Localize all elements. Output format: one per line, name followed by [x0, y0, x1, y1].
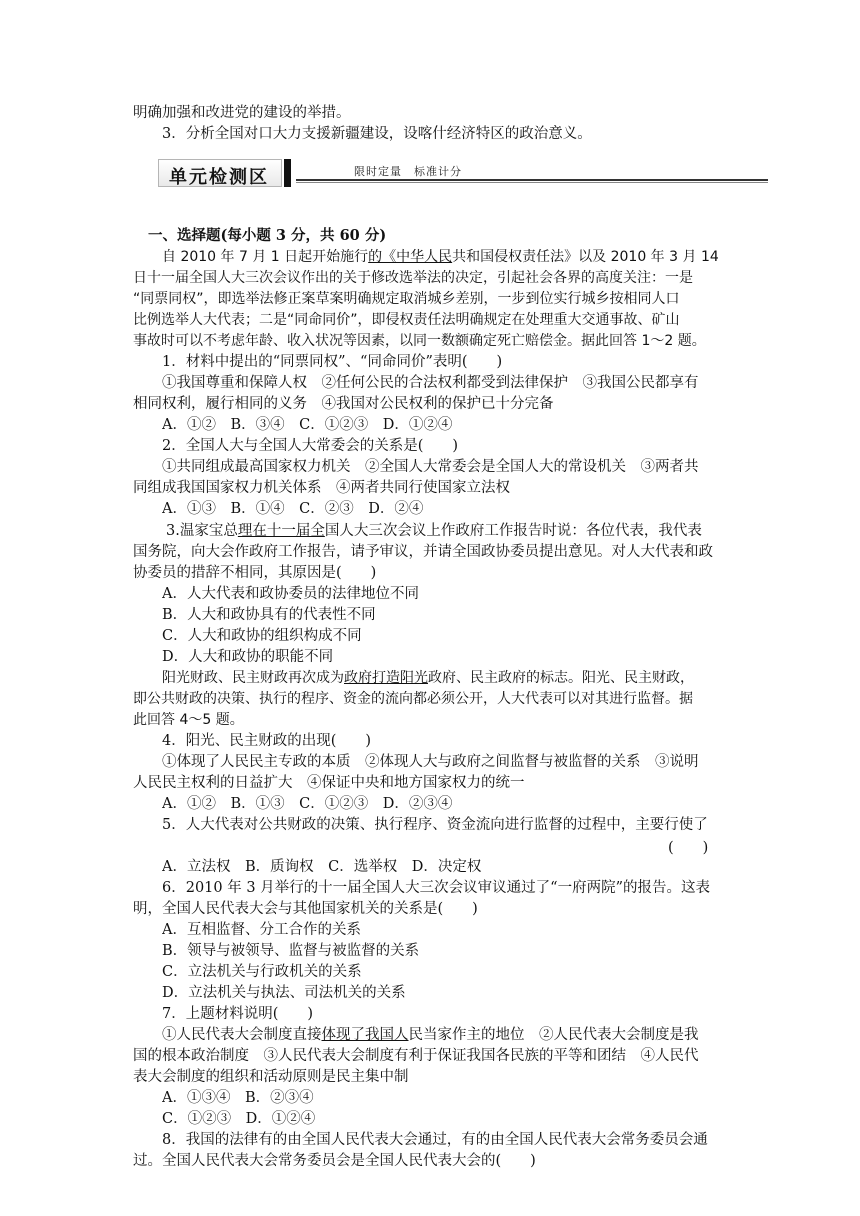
question-stem-line: 协委员的措辞不相同，其原因是( ): [133, 565, 377, 581]
answer-option-c: C．人大和政协的组织构成不同: [162, 628, 362, 644]
question-3-prompt: 3．分析全国对口大力支援新疆建设，设喀什经济特区的政治意义。: [162, 126, 592, 142]
question-option-line: 同组成我国国家权力机关体系 ④两者共同行使国家立法权: [133, 480, 510, 496]
text-run: 国人大三次会议上作政府工作报告时说：各位代表，我代表: [324, 523, 702, 539]
question-stem-line: 过。全国人民代表大会常务委员会是全国人民代表大会的( ): [133, 1153, 536, 1169]
question-choices: C．①②③ D．①②④: [162, 1111, 316, 1127]
question-choices: A．①② B．③④ C．①②③ D．①②④: [162, 417, 453, 433]
question-stem-line: 明，全国人民代表大会与其他国家机关的关系是( ): [133, 901, 478, 917]
question-choices: A．①③④ B．②③④: [162, 1090, 314, 1106]
answer-option-a: A．人大代表和政协委员的法律地位不同: [162, 586, 419, 602]
material-1-line: 比例选举人大代表；二是“同命同价”，即侵权责任法明确规定在处理重大交通事故、矿山: [133, 312, 680, 328]
question-choices: A．①③ B．①④ C．②③ D．②④: [162, 501, 424, 517]
answer-paren: ( ): [668, 840, 709, 856]
question-stem: [166, 521, 729, 541]
answer-option-d: D．人大和政协的职能不同: [162, 649, 334, 665]
material-2-line: [162, 668, 729, 688]
underlined-text: 的《中华人民: [368, 249, 453, 265]
question-option-line: ①我国尊重和保障人权 ②任何公民的合法权利都受到法律保护 ③我国公民都享有: [162, 375, 699, 391]
material-1-line: “同票同权”，即选举法修正案草案明确规定取消城乡差别，一步到位实行城乡按相同人口: [133, 291, 680, 307]
text-run: 阳光财政、民主财政再次成为: [162, 670, 344, 686]
material-2-line: 即公共财政的决策、执行的程序、资金的流向都必须公开，人大代表可以对其进行监督。据: [133, 691, 693, 707]
answer-option-a: A．互相监督、分工合作的关系: [162, 922, 361, 938]
banner-subtitle: 限时定量 标准计分: [354, 165, 462, 178]
material-1-line: 事故时可以不考虑年龄、收入状况等因素，以同一数额确定死亡赔偿金。据此回答 1～2 题。: [133, 333, 706, 349]
banner-rule: [296, 179, 768, 181]
question-choices: A．①② B．①③ C．①②③ D．②③④: [162, 796, 453, 812]
material-1-line: 日十一届全国人大三次会议作出的关于修改选举法的决定，引起社会各界的高度关注：一是: [133, 270, 693, 286]
underlined-text: 体现了我国人: [321, 1027, 409, 1043]
text-line: 明确加强和改进党的建设的举措。: [133, 105, 351, 121]
text-run: 自 2010 年 7 月 1 日起开始施行: [162, 249, 369, 265]
question-option-line: [162, 1025, 729, 1045]
banner-box: [158, 159, 282, 187]
unit-test-banner: [158, 159, 768, 189]
section-heading: 一、选择题(每小题 3 分，共 60 分): [148, 227, 387, 244]
answer-option-c: C．立法机关与行政机关的关系: [162, 964, 362, 980]
text-run: 民当家作主的地位 ②人民代表大会制度是我: [408, 1027, 699, 1043]
question-option-line: 国的根本政治制度 ③人民代表大会制度有利于保证我国各民族的平等和团结 ④人民代: [133, 1048, 699, 1064]
question-stem: 6．2010 年 3 月举行的十一届全国人大三次会议审议通过了“一府两院”的报告。这表: [162, 880, 711, 896]
text-run: 3.温家宝总: [166, 523, 238, 539]
answer-option-b: B．领导与被领导、监督与被监督的关系: [162, 943, 420, 959]
question-option-line: ①体现了人民民主专政的本质 ②体现人大与政府之间监督与被监督的关系 ③说明: [162, 754, 699, 770]
banner-title: 单元检测区: [169, 167, 269, 188]
material-1-line: [162, 247, 729, 267]
question-option-line: 人民民主权利的日益扩大 ④保证中央和地方国家权力的统一: [133, 775, 525, 791]
question-stem: 5．人大代表对公共财政的决策、执行程序、资金流向进行监督的过程中，主要行使了: [162, 817, 708, 833]
material-2-line: 此回答 4～5 题。: [133, 712, 244, 728]
text-run: ①人民代表大会制度直接: [162, 1027, 322, 1043]
text-run: 政府、民主政府的标志。阳光、民主财政，: [428, 670, 694, 686]
question-option-line: 相同权利，履行相同的义务 ④我国对公民权利的保护已十分完备: [133, 396, 554, 412]
question-choices: A．立法权 B．质询权 C．选举权 D．决定权: [162, 859, 482, 875]
answer-option-b: B．人大和政协具有的代表性不同: [162, 607, 376, 623]
question-option-line: 表大会制度的组织和活动原则是民主集中制: [133, 1069, 409, 1085]
banner-bar: [284, 159, 291, 187]
question-option-line: ①共同组成最高国家权力机关 ②全国人大常委会是全国人大的常设机关 ③两者共: [162, 459, 699, 475]
underlined-text: 理在十一届全: [237, 523, 325, 539]
question-stem: 2．全国人大与全国人大常委会的关系是( ): [162, 438, 459, 454]
question-stem: 8．我国的法律有的由全国人民代表大会通过，有的由全国人民代表大会常务委员会通: [162, 1132, 708, 1148]
answer-option-d: D．立法机关与执法、司法机关的关系: [162, 985, 406, 1001]
question-stem: 1．材料中提出的“同票同权”、“同命同价”表明( ): [162, 354, 503, 370]
question-stem-line: 国务院，向大会作政府工作报告，请予审议，并请全国政协委员提出意见。对人大代表和政: [133, 544, 713, 560]
text-run: 共和国侵权责任法》以及 2010 年 3 月 14: [452, 249, 719, 265]
question-stem: 4．阳光、民主财政的出现( ): [162, 733, 372, 749]
underlined-text: 政府打造阳光: [344, 670, 428, 686]
question-stem: 7．上题材料说明( ): [162, 1006, 314, 1022]
banner-rule-thin: [296, 182, 768, 183]
